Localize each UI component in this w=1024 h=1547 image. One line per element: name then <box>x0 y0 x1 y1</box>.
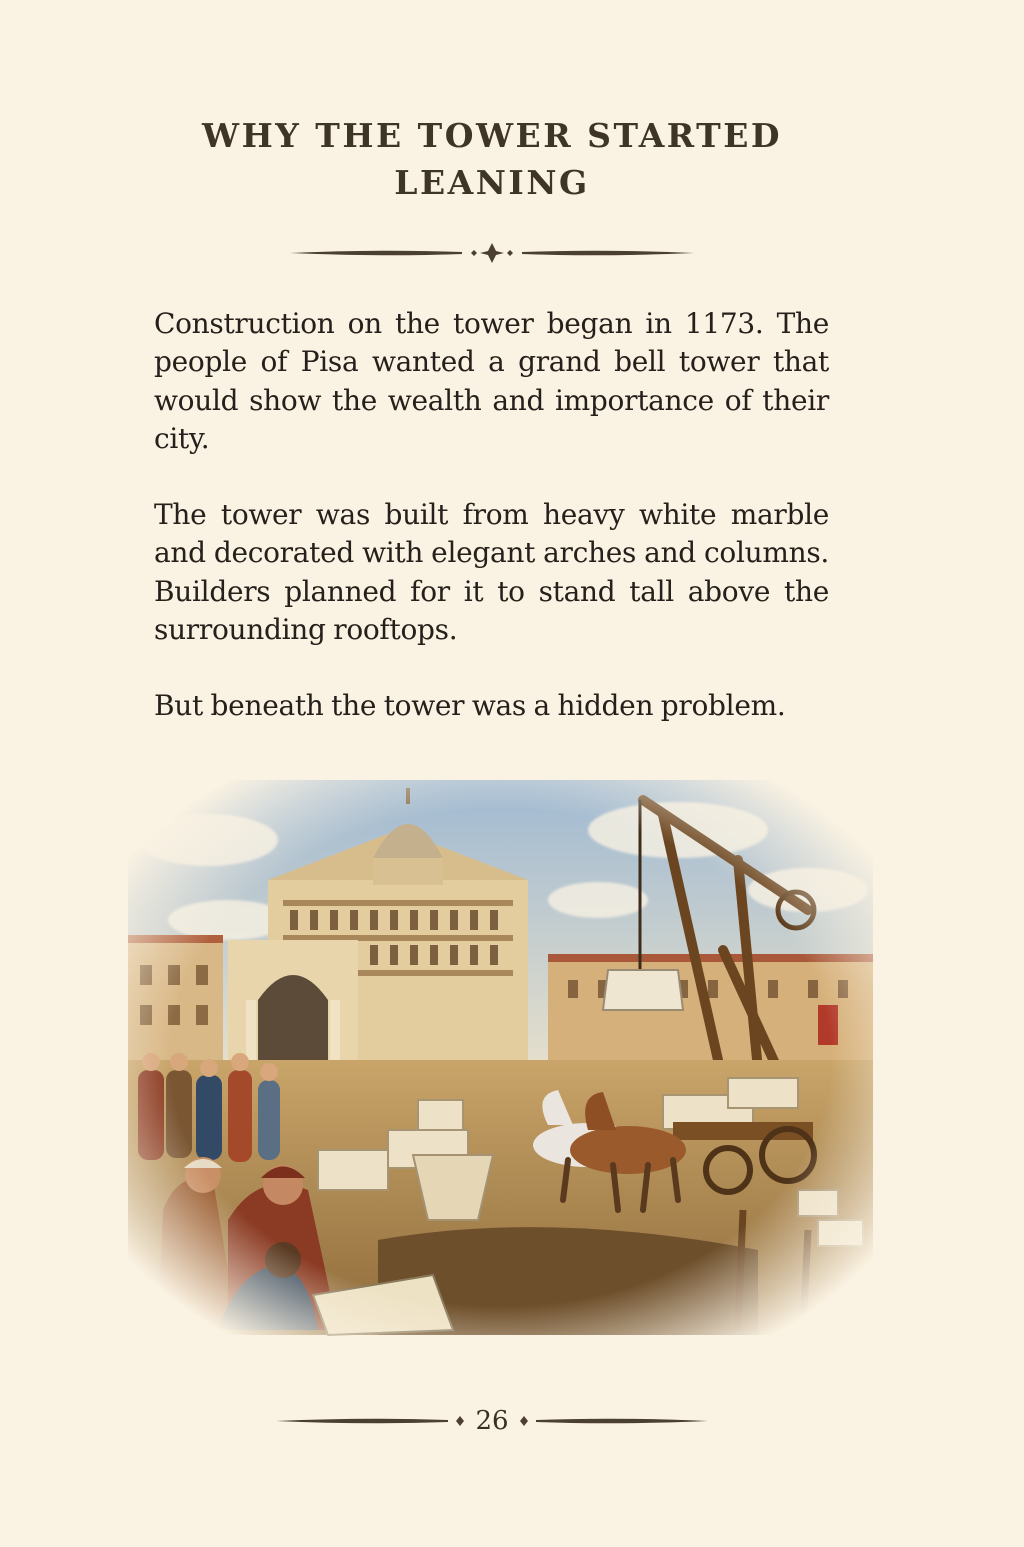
paragraph-1: Construction on the tower began in 1173. The people of Pisa wanted a grand bell tower that would show the wealth and importance of their city. <box>154 307 829 455</box>
paragraph-2: The tower was built from heavy white marble and decorated with elegant arches and columns. Builders planned for it to stand tall above the surrounding rooftops. <box>154 498 829 647</box>
body-text <box>154 305 829 764</box>
page-number: 26 <box>475 1406 509 1436</box>
page-title: WHY THE TOWER STARTED LEANING <box>202 116 782 202</box>
paragraph-3: But beneath the tower was a hidden problem. <box>154 689 786 723</box>
construction-scene-illustration <box>118 770 883 1345</box>
title-divider-ornament <box>290 240 694 266</box>
